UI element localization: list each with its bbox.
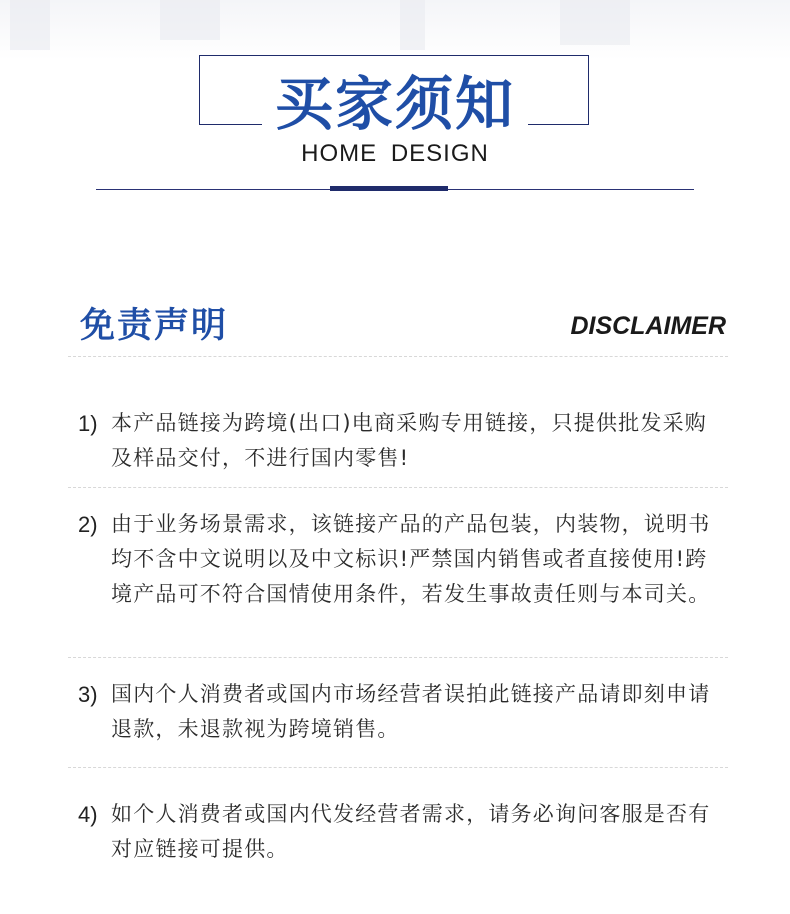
- disclaimer-item-4: [78, 797, 728, 869]
- decor-block: [560, 0, 630, 45]
- page-subtitle: HOME DESIGN: [301, 140, 489, 167]
- section-title-en: DISCLAIMER: [570, 312, 726, 340]
- item-number: 3): [78, 682, 98, 707]
- disclaimer-item-3: [78, 677, 728, 749]
- header-rule-accent: [330, 186, 448, 191]
- item-text: 如个人消费者或国内代发经营者需求，请务必询问客服是否有对应链接可提供。: [111, 802, 711, 861]
- decor-block: [10, 0, 50, 50]
- item-text: 国内个人消费者或国内市场经营者误拍此链接产品请即刻申请退款，未退款视为跨境销售。: [111, 682, 711, 741]
- divider: [68, 356, 728, 357]
- divider: [68, 767, 728, 768]
- item-number: 4): [78, 802, 98, 827]
- divider: [68, 657, 728, 658]
- decor-block: [160, 0, 220, 40]
- item-number: 2): [78, 512, 98, 537]
- disclaimer-item-2: [78, 507, 728, 649]
- page-title: 买家须知: [262, 68, 528, 140]
- item-number: 1): [78, 411, 98, 436]
- top-decoration: [0, 0, 790, 60]
- decor-block: [400, 0, 425, 50]
- divider: [68, 487, 728, 488]
- item-text: 由于业务场景需求，该链接产品的产品包装，内装物，说明书均不含中文说明以及中文标识!严禁国内销售或者直接使用!跨境产品可不符合国情使用条件，若发生事故责任则与本司关。: [111, 512, 711, 606]
- section-title: 免责声明: [80, 306, 229, 346]
- item-text: 本产品链接为跨境(出口)电商采购专用链接，只提供批发采购及样品交付，不进行国内零售!: [111, 411, 707, 470]
- disclaimer-item-1: [78, 406, 728, 478]
